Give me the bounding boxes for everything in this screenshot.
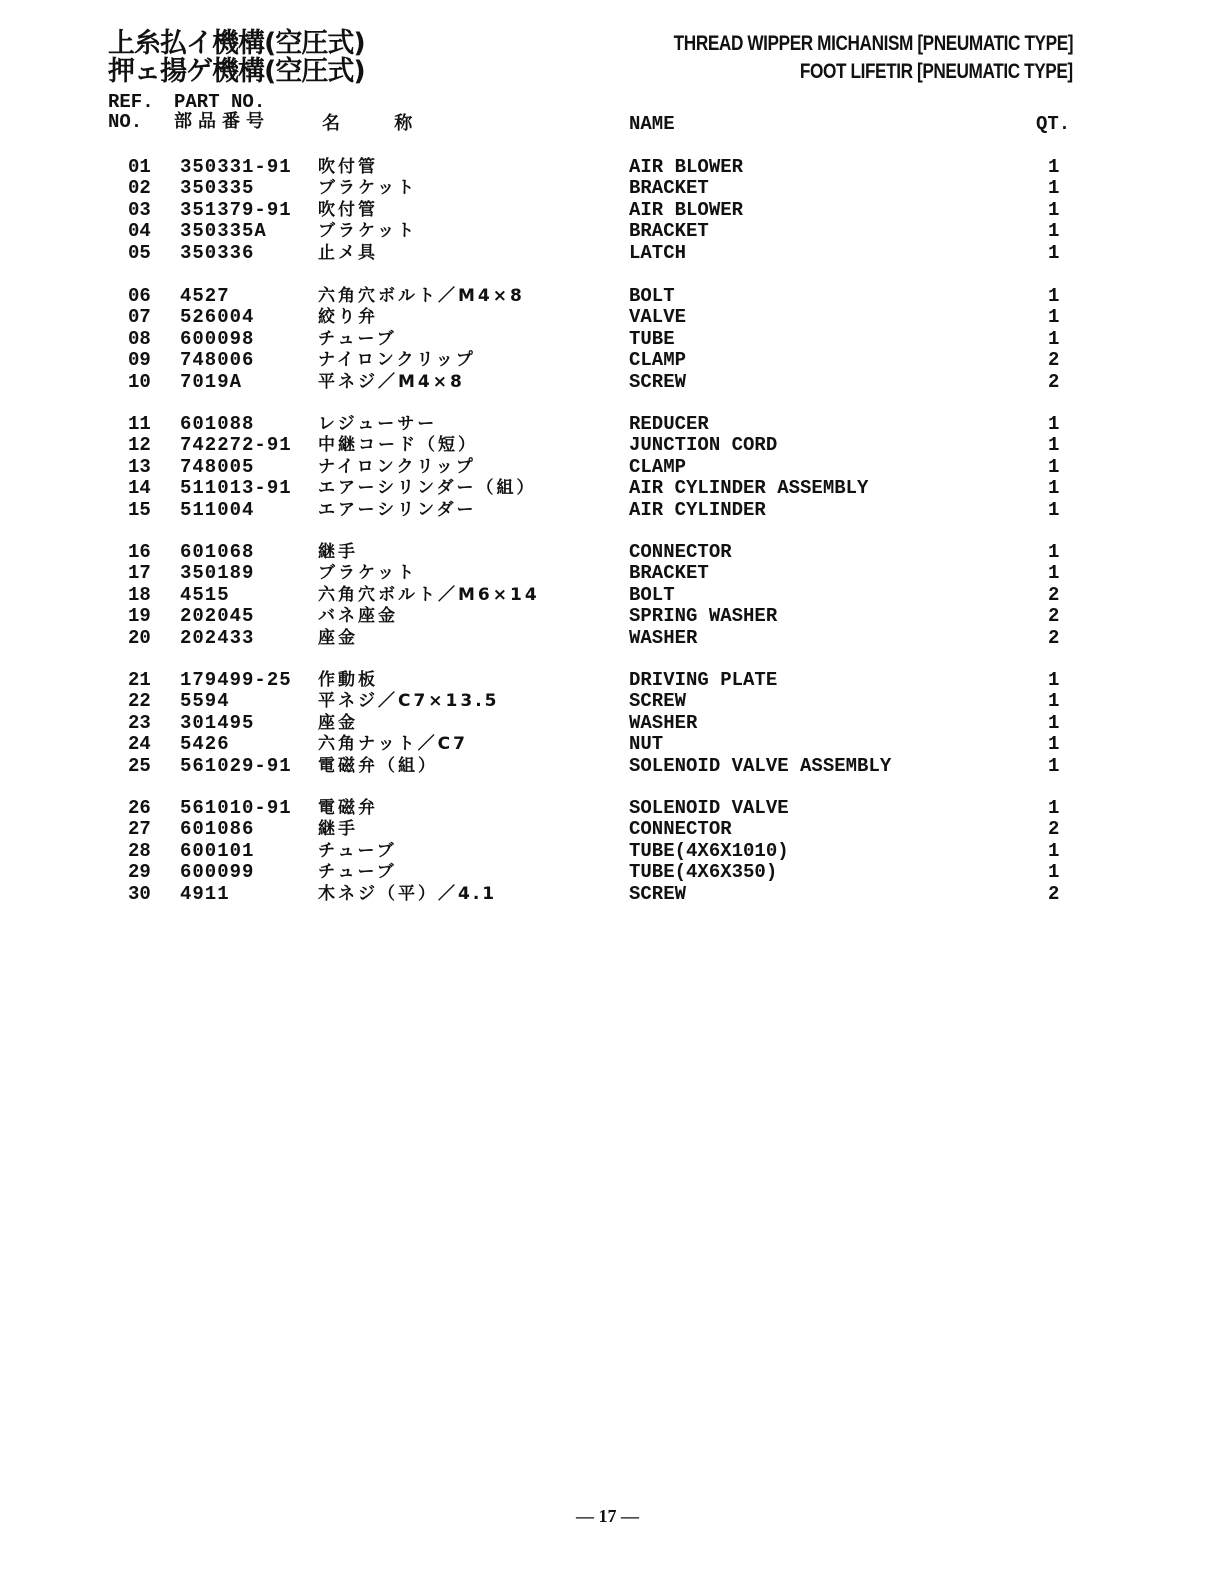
table-row [0, 605, 1215, 627]
row-name: BRACKET [629, 220, 709, 243]
row-ref: 20 [128, 626, 151, 649]
row-qty: 2 [1048, 605, 1060, 628]
table-row [0, 371, 1215, 393]
table-row [0, 627, 1215, 649]
row-name-jp: 六角ナット／C7 [318, 734, 468, 755]
row-ref: 13 [128, 455, 151, 478]
row-name-jp: 継手 [318, 819, 358, 840]
row-name: AIR BLOWER [629, 156, 744, 178]
row-name-jp: エアーシリンダー（組） [318, 478, 537, 499]
header-qty: QT. [1036, 113, 1071, 135]
table-row [0, 220, 1215, 242]
table-row [0, 797, 1215, 819]
row-name-jp: バネ座金 [318, 606, 398, 627]
row-ref: 21 [128, 669, 151, 691]
row-name: BRACKET [629, 177, 709, 200]
table-row [0, 861, 1215, 883]
row-part-no: 4527 [180, 285, 230, 307]
row-part-no: 600099 [180, 861, 255, 884]
row-part-no: 4911 [180, 882, 230, 905]
row-name: WASHER [629, 626, 698, 649]
table-row [0, 690, 1215, 712]
row-name: AIR BLOWER [629, 198, 744, 221]
row-qty: 2 [1048, 349, 1060, 372]
row-qty: 1 [1048, 306, 1060, 329]
row-qty: 2 [1048, 882, 1060, 905]
row-name: TUBE [629, 327, 675, 350]
row-part-no: 600101 [180, 839, 255, 862]
table-row [0, 242, 1215, 264]
row-part-no: 600098 [180, 327, 255, 350]
title-en-line-1: THREAD WIPPER MICHANISM [PNEUMATIC TYPE] [673, 32, 1073, 55]
row-part-no: 601088 [180, 413, 255, 435]
row-name: SPRING WASHER [629, 605, 778, 628]
header-part-line-2: 部品番号 [174, 111, 270, 132]
row-part-no: 526004 [180, 306, 255, 329]
row-qty: 1 [1048, 733, 1060, 756]
row-qty: 2 [1048, 626, 1060, 649]
title-jp-line-2: 押ェ揚ゲ機構(空圧式) [108, 56, 365, 87]
row-ref: 06 [128, 285, 151, 307]
row-name-jp: ブラケット [318, 221, 418, 242]
row-ref: 12 [128, 434, 151, 457]
row-ref: 30 [128, 882, 151, 905]
row-name-jp: 吹付管 [318, 199, 378, 220]
title-jp-line-1: 上糸払イ機構(空圧式) [108, 28, 365, 59]
table-row [0, 712, 1215, 734]
row-ref: 14 [128, 477, 151, 500]
row-name: CONNECTOR [629, 541, 732, 563]
row-name-jp: ブラケット [318, 563, 418, 584]
row-qty: 2 [1048, 583, 1060, 606]
row-name: SOLENOID VALVE ASSEMBLY [629, 754, 892, 777]
header-ref-line-2: NO. [108, 111, 143, 133]
row-ref: 03 [128, 198, 151, 221]
table-row [0, 883, 1215, 905]
row-part-no: 179499-25 [180, 669, 292, 691]
row-name-jp: ナイロンクリップ [318, 350, 476, 371]
row-name-jp: 止メ具 [318, 242, 378, 263]
row-name-jp: エアーシリンダー [318, 499, 477, 520]
row-name: LATCH [629, 241, 687, 264]
row-name-jp: 吹付管 [318, 157, 378, 177]
title-en-line-2: FOOT LIFETIR [PNEUMATIC TYPE] [800, 60, 1073, 83]
header-part-line-1: PART NO. [174, 91, 266, 113]
table-row [0, 733, 1215, 755]
row-part-no: 301495 [180, 711, 255, 734]
row-name-jp: 六角穴ボルト／M4×8 [318, 286, 525, 306]
row-part-no: 350336 [180, 241, 255, 264]
row-name: CONNECTOR [629, 818, 732, 841]
row-name-jp: チューブ [318, 862, 397, 883]
row-part-no: 4515 [180, 583, 230, 606]
row-name: CLAMP [629, 455, 687, 478]
table-row [0, 755, 1215, 777]
row-name-jp: 六角穴ボルト／M6×14 [318, 584, 540, 605]
row-name: TUBE(4X6X1010) [629, 839, 789, 862]
row-ref: 29 [128, 861, 151, 884]
row-ref: 24 [128, 733, 151, 756]
table-row [0, 840, 1215, 862]
row-qty: 1 [1048, 413, 1060, 435]
row-qty: 1 [1048, 797, 1060, 819]
row-ref: 18 [128, 583, 151, 606]
row-name: BOLT [629, 583, 675, 606]
row-name-jp: チューブ [318, 328, 397, 349]
table-row [0, 177, 1215, 199]
row-qty: 1 [1048, 562, 1060, 585]
header-ref-line-1: REF. [108, 91, 154, 113]
row-name: AIR CYLINDER [629, 498, 766, 521]
row-qty: 1 [1048, 455, 1060, 478]
row-ref: 25 [128, 754, 151, 777]
row-ref: 05 [128, 241, 151, 264]
row-ref: 07 [128, 306, 151, 329]
table-row [0, 413, 1215, 435]
row-part-no: 5426 [180, 733, 230, 756]
row-ref: 11 [128, 413, 151, 435]
row-name-jp: 平ネジ／C7×13.5 [318, 691, 500, 712]
row-ref: 15 [128, 498, 151, 521]
table-row [0, 306, 1215, 328]
row-part-no: 748006 [180, 349, 255, 372]
row-qty: 1 [1048, 285, 1060, 307]
row-name: SCREW [629, 882, 687, 905]
row-part-no: 350335A [180, 220, 267, 243]
row-part-no: 202045 [180, 605, 255, 628]
row-ref: 08 [128, 327, 151, 350]
table-row [0, 349, 1215, 371]
row-name: NUT [629, 733, 664, 756]
row-ref: 27 [128, 818, 151, 841]
row-name-jp: チューブ [318, 840, 397, 861]
row-ref: 02 [128, 177, 151, 200]
row-name-jp: 絞り弁 [318, 307, 378, 328]
row-part-no: 748005 [180, 455, 255, 478]
table-row [0, 156, 1215, 178]
row-name: SCREW [629, 690, 687, 713]
row-part-no: 511004 [180, 498, 255, 521]
table-row [0, 285, 1215, 307]
row-name-jp: 座金 [318, 627, 358, 648]
table-row [0, 818, 1215, 840]
row-qty: 2 [1048, 818, 1060, 841]
header-name: NAME [629, 113, 675, 135]
row-name: DRIVING PLATE [629, 669, 778, 691]
row-qty: 1 [1048, 861, 1060, 884]
row-qty: 1 [1048, 327, 1060, 350]
row-part-no: 601068 [180, 541, 255, 563]
row-qty: 1 [1048, 839, 1060, 862]
row-name-jp: ナイロンクリップ [318, 456, 476, 477]
row-name-jp: 電磁弁（組） [318, 755, 438, 776]
row-qty: 1 [1048, 198, 1060, 221]
row-name: SOLENOID VALVE [629, 797, 789, 819]
row-name-jp: 木ネジ（平）／4.1 [318, 883, 498, 904]
row-part-no: 350189 [180, 562, 255, 585]
row-part-no: 601086 [180, 818, 255, 841]
row-qty: 1 [1048, 156, 1060, 178]
row-qty: 1 [1048, 690, 1060, 713]
row-part-no: 350335 [180, 177, 255, 200]
row-part-no: 5594 [180, 690, 230, 713]
table-row [0, 434, 1215, 456]
row-name: VALVE [629, 306, 687, 329]
row-name-jp: ブラケット [318, 178, 418, 199]
table-row [0, 584, 1215, 606]
row-ref: 19 [128, 605, 151, 628]
row-qty: 1 [1048, 498, 1060, 521]
row-name: AIR CYLINDER ASSEMBLY [629, 477, 869, 500]
row-ref: 10 [128, 370, 151, 393]
row-name: WASHER [629, 711, 698, 734]
header-name-jp: 名 称 [322, 113, 437, 134]
row-name-jp: 座金 [318, 712, 358, 733]
row-name: BRACKET [629, 562, 709, 585]
row-qty: 1 [1048, 434, 1060, 457]
page-number: — 17 — [576, 1506, 639, 1526]
row-name: REDUCER [629, 413, 709, 435]
row-qty: 1 [1048, 177, 1060, 200]
row-qty: 1 [1048, 541, 1060, 563]
row-name: CLAMP [629, 349, 687, 372]
row-qty: 2 [1048, 370, 1060, 393]
row-ref: 22 [128, 690, 151, 713]
row-part-no: 202433 [180, 626, 255, 649]
row-part-no: 561029-91 [180, 754, 292, 777]
table-row [0, 541, 1215, 563]
row-part-no: 351379-91 [180, 198, 292, 221]
row-qty: 1 [1048, 711, 1060, 734]
row-name: TUBE(4X6X350) [629, 861, 778, 884]
row-qty: 1 [1048, 477, 1060, 500]
row-name-jp: 作動板 [318, 670, 378, 690]
row-name-jp: 電磁弁 [318, 798, 378, 818]
table-row [0, 456, 1215, 478]
row-ref: 09 [128, 349, 151, 372]
table-row [0, 499, 1215, 521]
row-part-no: 511013-91 [180, 477, 292, 500]
row-name-jp: 平ネジ／M4×8 [318, 371, 465, 392]
row-name: SCREW [629, 370, 687, 393]
table-row [0, 477, 1215, 499]
row-name: BOLT [629, 285, 675, 307]
row-part-no: 742272-91 [180, 434, 292, 457]
row-qty: 1 [1048, 754, 1060, 777]
row-name-jp: レジューサー [318, 414, 438, 434]
row-qty: 1 [1048, 669, 1060, 691]
row-ref: 01 [128, 156, 151, 178]
row-qty: 1 [1048, 220, 1060, 243]
table-row [0, 199, 1215, 221]
row-ref: 04 [128, 220, 151, 243]
row-part-no: 350331-91 [180, 156, 292, 178]
table-row [0, 562, 1215, 584]
row-ref: 23 [128, 711, 151, 734]
row-part-no: 561010-91 [180, 797, 292, 819]
row-name-jp: 中継コード（短） [318, 435, 478, 456]
row-ref: 26 [128, 797, 151, 819]
row-part-no: 7019A [180, 370, 243, 393]
row-ref: 28 [128, 839, 151, 862]
table-row [0, 669, 1215, 691]
row-name-jp: 継手 [318, 542, 358, 562]
row-ref: 16 [128, 541, 151, 563]
row-name: JUNCTION CORD [629, 434, 778, 457]
row-ref: 17 [128, 562, 151, 585]
table-row [0, 328, 1215, 350]
row-qty: 1 [1048, 241, 1060, 264]
